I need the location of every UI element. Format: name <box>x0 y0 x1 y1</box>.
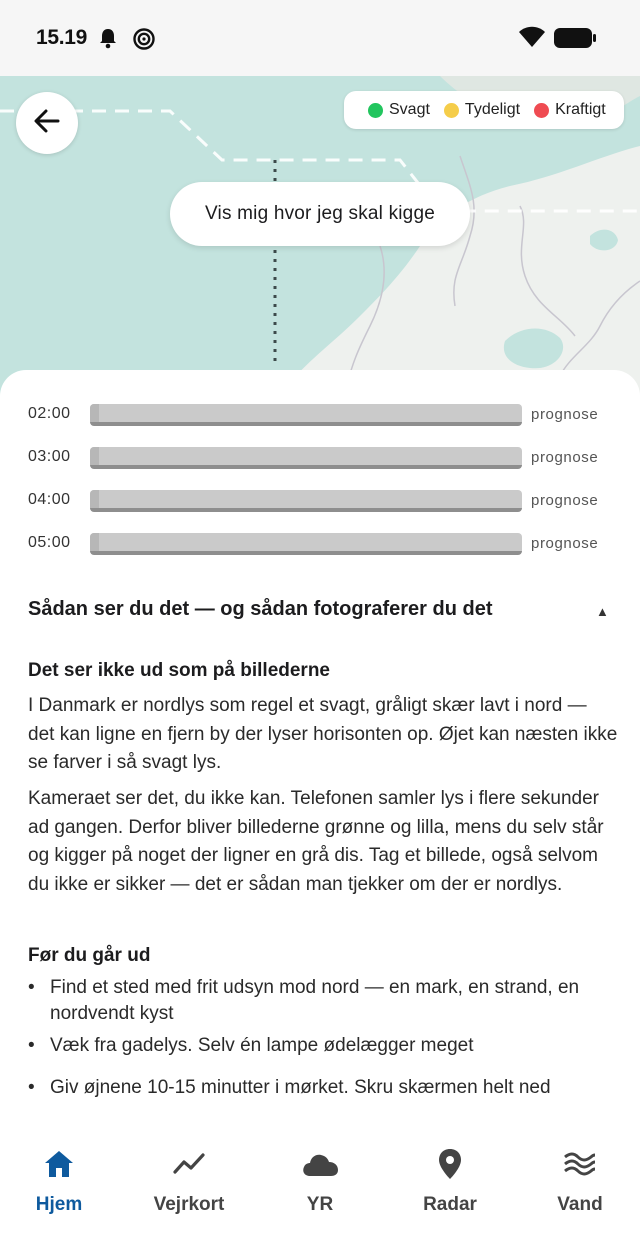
legend-item-strong <box>534 101 606 119</box>
forecast-label: prognose <box>531 406 599 423</box>
green-dot-icon <box>368 103 383 118</box>
nav-item-yr[interactable] <box>256 1128 384 1228</box>
nav-label: Radar <box>423 1194 477 1215</box>
hour-row <box>28 446 618 470</box>
hour-time: 04:00 <box>28 491 71 508</box>
list-item-text: Væk fra gadelys. Selv én lampe ødelægger meget <box>50 1035 474 1056</box>
cloud-icon <box>300 1146 340 1182</box>
forecast-label: prognose <box>531 492 599 509</box>
waves-icon <box>560 1146 600 1182</box>
nav-item-home[interactable] <box>0 1128 123 1228</box>
bullet-mark: • <box>28 1035 35 1056</box>
nav-item-water[interactable] <box>516 1128 640 1228</box>
paragraph-camera: Kameraet ser det, du ikke kan. Telefonen samler lys i flere sekunder ad gangen. Derfor bliver billederne grønne og lilla, mens du selv står og kigger på noget der ligner en grå dis. Tag et billede, også selvom du ikke er sikker — det er sådan man tjekker om der er nordlys. <box>28 788 604 895</box>
forecast-bar <box>90 404 522 426</box>
nav-item-weather-map[interactable] <box>125 1128 253 1228</box>
status-time: 15.19 <box>36 26 88 49</box>
legend-label: Svagt <box>389 101 430 118</box>
forecast-bar <box>90 447 522 469</box>
location-pin-icon <box>430 1146 470 1182</box>
bell-icon <box>98 27 118 54</box>
hour-time: 03:00 <box>28 448 71 465</box>
bottom-navigation <box>0 1128 640 1243</box>
subheading-before-going-out: Før du går ud <box>28 945 151 966</box>
yellow-dot-icon <box>444 103 459 118</box>
hour-row <box>28 403 618 427</box>
nav-label: Vejrkort <box>153 1194 225 1215</box>
aurora-map[interactable] <box>0 76 640 396</box>
back-button[interactable] <box>16 92 78 154</box>
section-heading[interactable]: Sådan ser du det — og sådan fotograferer du det <box>28 598 493 620</box>
hour-time: 05:00 <box>28 534 71 551</box>
legend-label: Tydeligt <box>464 101 521 118</box>
forecast-label: prognose <box>531 535 599 552</box>
forecast-bar <box>90 490 522 512</box>
legend-item-weak <box>368 101 430 119</box>
bullet-mark: • <box>28 977 35 998</box>
subheading-appearance: Det ser ikke ud som på billederne <box>28 660 330 681</box>
wifi-icon <box>518 26 546 53</box>
hour-row <box>28 489 618 513</box>
battery-icon <box>553 27 597 54</box>
legend-label: Kraftigt <box>555 101 606 118</box>
forecast-label: prognose <box>531 449 599 466</box>
nav-label: YR <box>306 1194 334 1215</box>
hour-row <box>28 532 618 556</box>
arrow-left-icon <box>32 106 62 141</box>
list-item-text: Giv øjnene 10-15 minutter i mørket. Skru skærmen helt ned <box>50 1077 551 1098</box>
home-icon <box>39 1146 79 1182</box>
bullet-mark: • <box>28 1077 35 1098</box>
status-bar <box>0 0 640 76</box>
list-item-text: Find et sted med frit udsyn mod nord — en mark, en strand, en nordvendt kyst <box>50 977 580 1024</box>
intensity-legend <box>344 91 624 129</box>
trend-line-icon <box>169 1146 209 1182</box>
spiral-icon <box>132 27 156 56</box>
show-me-where-to-look-button[interactable]: Vis mig hvor jeg skal kigge <box>170 182 470 246</box>
paragraph-appearance: I Danmark er nordlys som regel et svagt, gråligt skær lavt i nord — det kan ligne en fjern by der lyser horisonten op. Øjet kan næsten ikke se farver i så svagt lys. <box>28 695 618 773</box>
nav-item-radar[interactable] <box>386 1128 514 1228</box>
nav-label: Vand <box>557 1194 603 1215</box>
nav-label: Hjem <box>35 1194 83 1215</box>
forecast-bar <box>90 533 522 555</box>
hour-time: 02:00 <box>28 405 71 422</box>
legend-item-clear <box>444 101 520 119</box>
red-dot-icon <box>534 103 549 118</box>
collapse-caret-icon[interactable]: ▲ <box>596 604 609 619</box>
